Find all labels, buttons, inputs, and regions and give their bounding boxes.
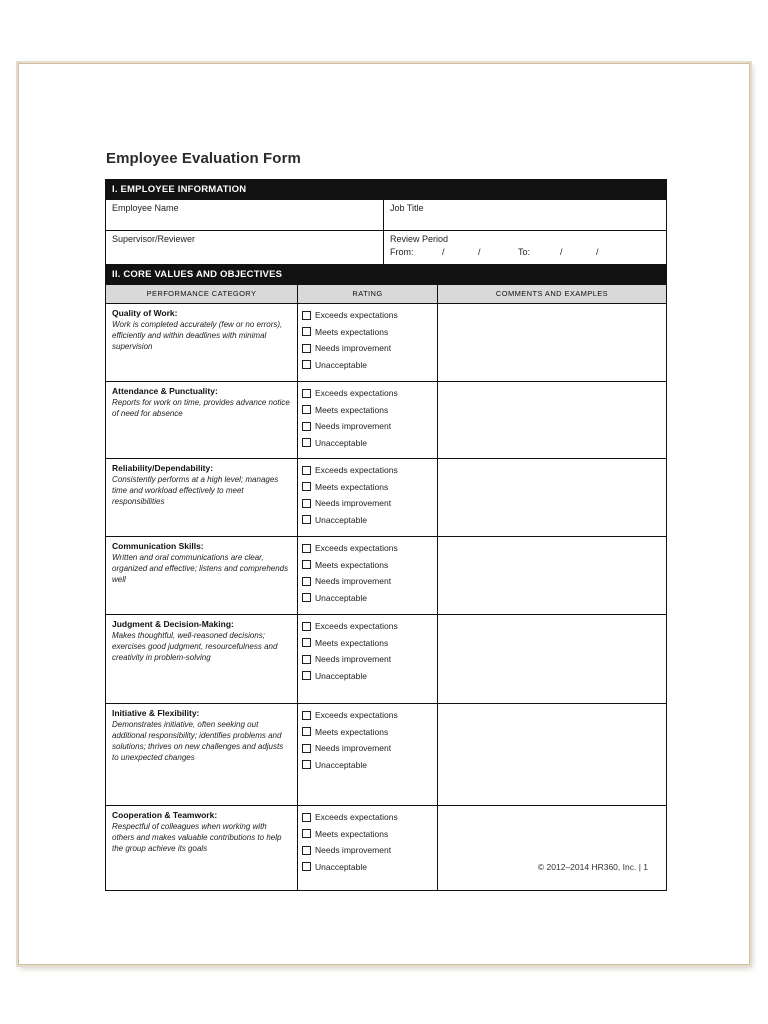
supervisor-field[interactable] <box>106 231 384 264</box>
category-title: Judgment & Decision-Making: <box>112 619 234 629</box>
category-title: Quality of Work: <box>112 308 178 318</box>
checkbox-icon[interactable] <box>302 405 311 414</box>
checkbox-icon[interactable] <box>302 744 311 753</box>
rating-option[interactable] <box>302 573 433 590</box>
rating-option-label: Meets expectations <box>315 726 389 737</box>
checkbox-icon[interactable] <box>302 577 311 586</box>
checkbox-icon[interactable] <box>302 438 311 447</box>
rating-option[interactable] <box>302 307 433 324</box>
rating-option[interactable] <box>302 618 433 635</box>
copyright-footer: © 2012–2014 HR360, Inc. | 1 <box>537 862 648 872</box>
rating-option[interactable] <box>302 707 433 724</box>
checkbox-icon[interactable] <box>302 638 311 647</box>
checkbox-icon[interactable] <box>302 655 311 664</box>
comments-cell[interactable] <box>438 382 666 458</box>
column-header-rating: RATING <box>298 285 438 303</box>
column-header-comments: COMMENTS AND EXAMPLES <box>495 289 609 298</box>
rating-option-label: Unacceptable <box>315 359 367 370</box>
job-title-field[interactable] <box>384 200 666 230</box>
category-description: Demonstrates initiative, often seeking out additional responsibility; identifies problems and solutions; thrives on new challenges and adjusts to unexpected changes <box>112 720 284 762</box>
rating-option[interactable] <box>302 418 433 435</box>
supervisor-label: Supervisor/Reviewer <box>112 234 196 244</box>
rating-option-label: Unacceptable <box>315 759 367 770</box>
category-description: Consistently performs at a high level; manages time and workload effectively to meet responsibilities <box>112 475 279 506</box>
category-description: Reports for work on time, provides advance notice of need for absence <box>112 398 290 418</box>
category-description: Written and oral communications are clear, organized and effective; listens and comprehends well <box>112 553 289 584</box>
column-header-category: PERFORMANCE CATEGORY <box>106 285 298 303</box>
rating-option-label: Exceeds expectations <box>315 388 398 399</box>
rating-option-label: Needs improvement <box>315 343 392 354</box>
info-row-supervisor <box>106 230 666 264</box>
checkbox-icon[interactable] <box>302 466 311 475</box>
rating-option[interactable] <box>302 540 433 557</box>
rating-option-label: Unacceptable <box>315 670 367 681</box>
section-core-values: II. CORE VALUES AND OBJECTIVES <box>106 264 666 284</box>
category-title: Cooperation & Teamwork: <box>112 810 218 820</box>
comments-cell[interactable] <box>438 537 666 614</box>
comments-cell[interactable] <box>438 615 666 703</box>
form-title: Employee Evaluation Form <box>106 150 301 167</box>
category-cell <box>106 615 298 703</box>
document-page <box>18 63 750 965</box>
rating-option-label: Meets expectations <box>315 404 389 415</box>
table-row <box>106 458 666 536</box>
rating-option[interactable] <box>302 826 433 843</box>
checkbox-icon[interactable] <box>302 422 311 431</box>
rating-option-label: Meets expectations <box>315 828 389 839</box>
rating-option[interactable] <box>302 340 433 357</box>
rating-option[interactable] <box>302 842 433 859</box>
category-title: Attendance & Punctuality: <box>112 386 218 396</box>
rating-option-label: Meets expectations <box>315 481 389 492</box>
category-description: Work is completed accurately (few or no errors), efficiently and within deadlines with minimal supervision <box>112 320 283 351</box>
review-period-label: Review Period <box>390 234 449 244</box>
rating-option[interactable] <box>302 479 433 496</box>
job-title-label: Job Title <box>390 203 424 213</box>
rating-option-label: Unacceptable <box>315 861 367 872</box>
rating-option-label: Exceeds expectations <box>315 621 398 632</box>
rating-option[interactable] <box>302 557 433 574</box>
checkbox-icon[interactable] <box>302 829 311 838</box>
table-row <box>106 536 666 614</box>
rating-option-label: Meets expectations <box>315 326 389 337</box>
rating-option-label: Exceeds expectations <box>315 310 398 321</box>
rating-cell <box>298 615 438 703</box>
checkbox-icon[interactable] <box>302 593 311 602</box>
checkbox-icon[interactable] <box>302 760 311 769</box>
rating-option-label: Meets expectations <box>315 559 389 570</box>
rating-cell <box>298 382 438 458</box>
rating-option[interactable] <box>302 651 433 668</box>
category-cell <box>106 459 298 536</box>
table-row <box>106 381 666 458</box>
comments-cell[interactable] <box>438 806 666 890</box>
rating-option[interactable] <box>302 809 433 826</box>
rating-option[interactable] <box>302 385 433 402</box>
rating-option-label: Unacceptable <box>315 592 367 603</box>
category-cell <box>106 304 298 381</box>
checkbox-icon[interactable] <box>302 671 311 680</box>
rating-option-label: Needs improvement <box>315 845 392 856</box>
section-employee-information: I. EMPLOYEE INFORMATION <box>106 180 666 199</box>
rating-option-label: Exceeds expectations <box>315 543 398 554</box>
checkbox-icon[interactable] <box>302 327 311 336</box>
checkbox-icon[interactable] <box>302 515 311 524</box>
comments-cell[interactable] <box>438 459 666 536</box>
rating-option[interactable] <box>302 402 433 419</box>
rating-cell <box>298 537 438 614</box>
category-cell <box>106 704 298 805</box>
rating-option-label: Exceeds expectations <box>315 812 398 823</box>
checkbox-icon[interactable] <box>302 544 311 553</box>
category-cell <box>106 537 298 614</box>
checkbox-icon[interactable] <box>302 622 311 631</box>
review-period-dates <box>390 247 660 257</box>
category-title: Communication Skills: <box>112 541 204 551</box>
rating-option[interactable] <box>302 462 433 479</box>
rating-option[interactable] <box>302 859 433 876</box>
checkbox-icon[interactable] <box>302 482 311 491</box>
category-cell <box>106 382 298 458</box>
rating-option[interactable] <box>302 435 433 452</box>
checkbox-icon[interactable] <box>302 813 311 822</box>
checkbox-icon[interactable] <box>302 360 311 369</box>
category-title: Reliability/Dependability: <box>112 463 214 473</box>
checkbox-icon[interactable] <box>302 344 311 353</box>
rating-option-label: Needs improvement <box>315 421 392 432</box>
from-date-sep-1: / <box>442 247 445 257</box>
employee-name-label: Employee Name <box>112 203 179 213</box>
checkbox-icon[interactable] <box>302 499 311 508</box>
rating-cell <box>298 704 438 805</box>
rating-option[interactable] <box>302 668 433 685</box>
rating-option-label: Exceeds expectations <box>315 465 398 476</box>
category-title: Initiative & Flexibility: <box>112 708 200 718</box>
rating-cell <box>298 806 438 890</box>
to-label: To: <box>518 247 531 257</box>
rating-option-label: Needs improvement <box>315 654 392 665</box>
table-row <box>106 703 666 805</box>
rating-option-label: Needs improvement <box>315 743 392 754</box>
checkbox-icon[interactable] <box>302 560 311 569</box>
checkbox-icon[interactable] <box>302 862 311 871</box>
rating-cell <box>298 304 438 381</box>
rating-option[interactable] <box>302 740 433 757</box>
category-description: Respectful of colleagues when working with others and makes valuable contributions to help the group achieve its goals <box>112 822 282 853</box>
checkbox-icon[interactable] <box>302 727 311 736</box>
rating-option-label: Needs improvement <box>315 498 392 509</box>
checkbox-icon[interactable] <box>302 389 311 398</box>
rating-option[interactable] <box>302 757 433 774</box>
category-cell <box>106 806 298 890</box>
table-row <box>106 614 666 703</box>
checkbox-icon[interactable] <box>302 311 311 320</box>
from-label: From: <box>390 247 414 257</box>
rating-option-label: Exceeds expectations <box>315 710 398 721</box>
category-description: Makes thoughtful, well-reasoned decisions; exercises good judgment, resourcefulness and creativity in problem-solving <box>112 631 278 662</box>
from-date-sep-2: / <box>478 247 481 257</box>
to-date-sep-2: / <box>596 247 599 257</box>
rating-option[interactable] <box>302 495 433 512</box>
rating-option[interactable] <box>302 724 433 741</box>
rating-option[interactable] <box>302 512 433 529</box>
review-period-field[interactable] <box>384 231 666 264</box>
table-header <box>106 284 666 303</box>
rating-option[interactable] <box>302 635 433 652</box>
rating-option-label: Meets expectations <box>315 637 389 648</box>
evaluation-form <box>105 179 667 891</box>
checkbox-icon[interactable] <box>302 846 311 855</box>
rating-option-label: Unacceptable <box>315 514 367 525</box>
table-row <box>106 303 666 381</box>
info-row-name <box>106 199 666 230</box>
checkbox-icon[interactable] <box>302 711 311 720</box>
rating-option[interactable] <box>302 324 433 341</box>
employee-name-field[interactable] <box>106 200 384 230</box>
comments-cell[interactable] <box>438 304 666 381</box>
evaluation-rows <box>106 303 666 890</box>
rating-option-label: Unacceptable <box>315 437 367 448</box>
table-row <box>106 805 666 890</box>
rating-option-label: Needs improvement <box>315 576 392 587</box>
comments-cell[interactable] <box>438 704 666 805</box>
rating-option[interactable] <box>302 357 433 374</box>
to-date-sep-1: / <box>560 247 563 257</box>
rating-option[interactable] <box>302 590 433 607</box>
rating-cell <box>298 459 438 536</box>
